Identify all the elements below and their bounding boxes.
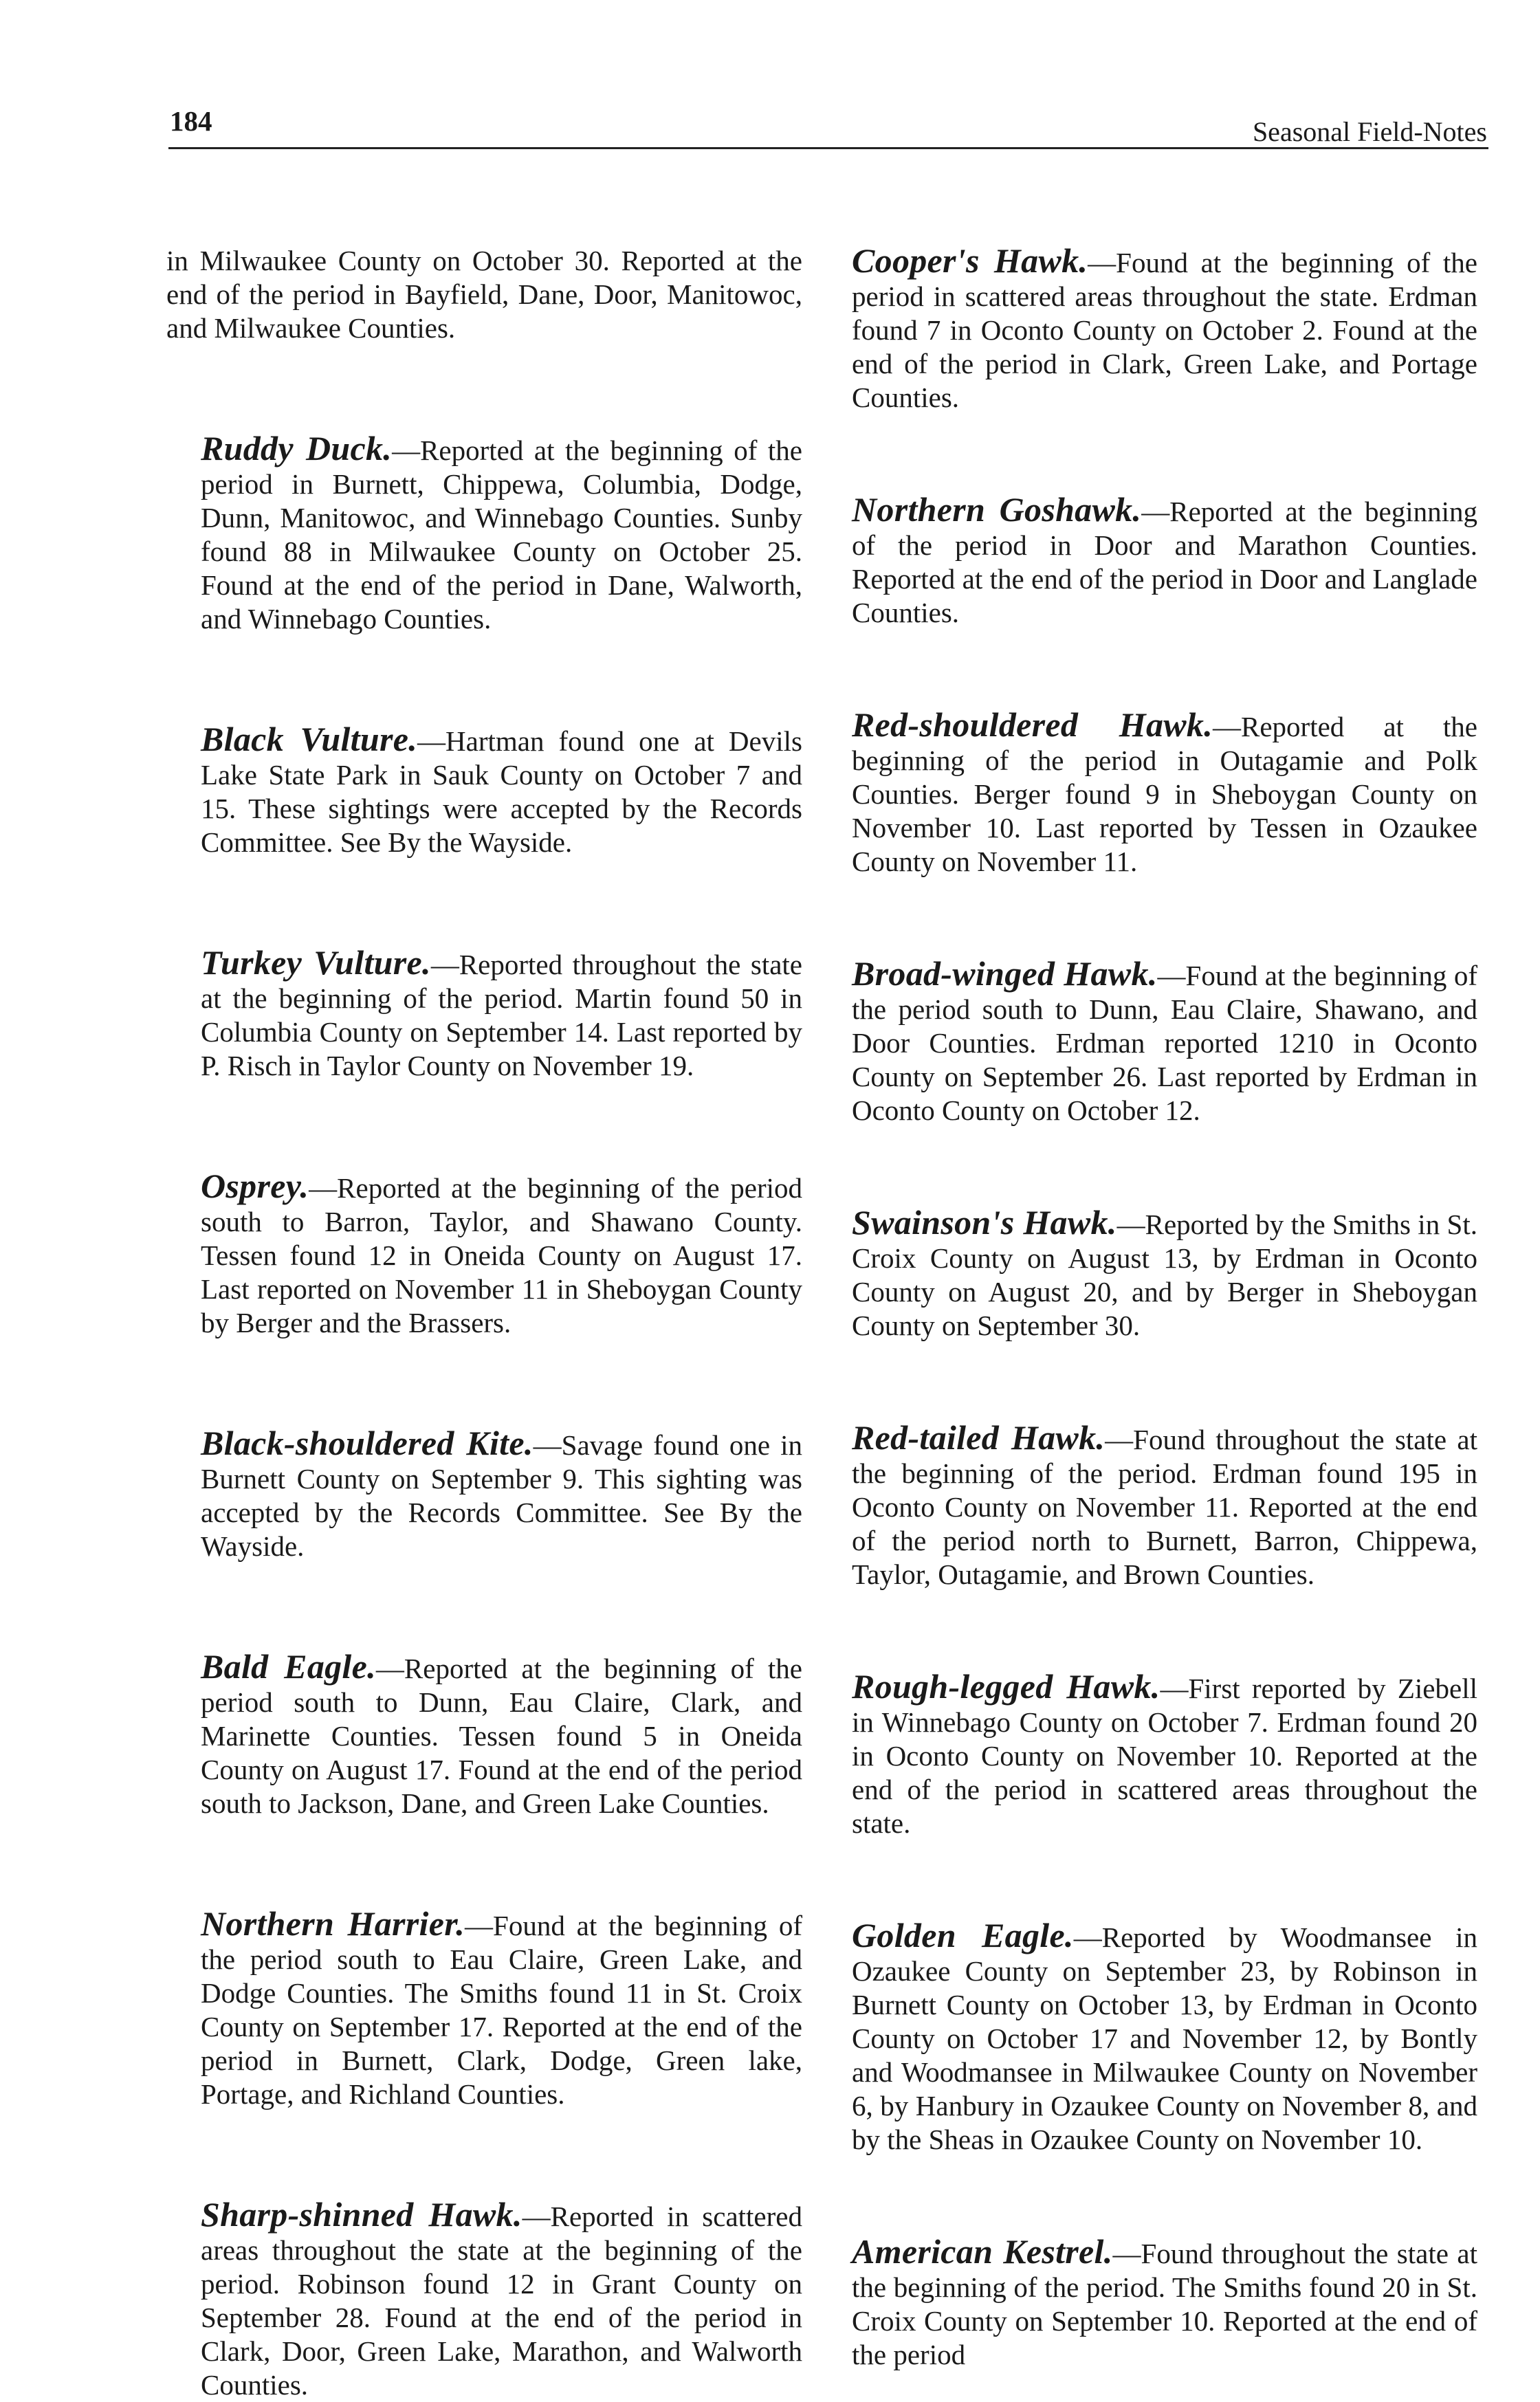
- species-entry: [831, 1667, 1477, 1840]
- species-name: Golden Eagle.: [852, 1916, 1074, 1954]
- species-entry: [831, 2232, 1477, 2372]
- species-entry: [166, 429, 802, 636]
- species-entry: [831, 705, 1478, 879]
- species-entry: [831, 1418, 1477, 1591]
- species-text: —Hartman found one at Devils Lake State Park in Sauk County on October 7 and 15. These sightings were accepted by the Records Committee. See By the Wayside.: [201, 725, 802, 858]
- species-entry: [166, 1904, 802, 2111]
- species-name: Swainson's Hawk.: [852, 1203, 1117, 1242]
- species-text: —Found throughout the state at the beginning of the period. The Smiths found 20 in St. Croix County on September 10. Reported at the end of the period: [852, 2238, 1477, 2370]
- species-entry: [831, 954, 1477, 1127]
- page-number: 184: [170, 105, 212, 137]
- species-text: —Reported by the Smiths in St. Croix County on August 13, by Erdman in Oconto County on August 20, and by Berger in Sheboygan County on September 30.: [852, 1209, 1477, 1341]
- species-name: Sharp-shinned Hawk.: [201, 2195, 522, 2234]
- species-entry: [831, 241, 1477, 415]
- species-text: —Found at the beginning of the period south to Dunn, Eau Claire, Shawano, and Door Counties. Erdman reported 1210 in Oconto County on September 26. Last reported by Erdman in Oconto County on October 12.: [852, 960, 1477, 1126]
- species-entry: [831, 1203, 1477, 1343]
- species-text: —Found at the beginning of the period south to Eau Claire, Green Lake, and Dodge Counties. The Smiths found 11 in St. Croix County on September 17. Reported at the end of the period in Burnett, Clark, Dodge, Green lake, Portage, and Richland Counties.: [201, 1910, 802, 2110]
- page-header: [168, 103, 1488, 149]
- running-head: Seasonal Field-Notes: [1252, 116, 1487, 147]
- species-name: Northern Goshawk.: [852, 490, 1142, 529]
- species-name: Turkey Vulture.: [201, 943, 431, 982]
- species-name: Northern Harrier.: [201, 1904, 465, 1943]
- species-entry: [166, 720, 802, 859]
- species-text: —Reported at the beginning of the period south to Barron, Taylor, and Shawano County. Tessen found 12 in Oneida County on August 17. Last reported on November 11 in Sheboygan County by Berger and the Brassers.: [201, 1172, 802, 1338]
- species-name: Rough-legged Hawk.: [852, 1667, 1160, 1706]
- species-text: —Savage found one in Burnett County on September 9. This sighting was accepted by the Records Committee. See By the Wayside.: [201, 1429, 802, 1562]
- species-text: —Reported in scattered areas throughout the state at the beginning of the period. Robinson found 12 in Grant County on September 28. Found at the end of the period in Clark, Door, Green Lake, Marathon, and Walworth Counties.: [201, 2201, 802, 2401]
- species-name: Osprey.: [201, 1167, 309, 1205]
- species-name: American Kestrel.: [852, 2232, 1113, 2271]
- species-name: Black-shouldered Kite.: [201, 1424, 534, 1462]
- species-name: Broad-winged Hawk.: [852, 954, 1158, 993]
- species-entry: [166, 2195, 802, 2402]
- species-entry: [166, 1647, 802, 1820]
- species-text: —Reported by Woodmansee in Ozaukee County on September 23, by Robinson in Burnett County on October 13, by Erdman in Oconto County on October 17 and November 12, by Bontly and Woodmansee in Milwaukee County on November 6, by Hanbury in Ozaukee County on November 8, and by the Sheas in Ozaukee County on November 10.: [852, 1921, 1477, 2155]
- species-text: —Reported at the beginning of the period in Burnett, Chippewa, Columbia, Dodge, Dunn, Manitowoc, and Winnebago Counties. Sunby found 88 in Milwaukee County on October 25. Found at the end of the period in Dane, Walworth, and Winnebago Counties.: [201, 434, 802, 635]
- species-entry: [831, 490, 1477, 630]
- species-text: —Found at the beginning of the period in scattered areas throughout the state. Erdman found 7 in Oconto County on October 2. Found at the end of the period in Clark, Green Lake, and Portage Counties.: [852, 247, 1477, 413]
- species-text: —Reported at the beginning of the period in Door and Marathon Counties. Reported at the end of the period in Door and Langlade Counties.: [852, 496, 1477, 628]
- species-text: —Reported at the beginning of the period in Outagamie and Polk Counties. Berger found 9 in Sheboygan County on November 10. Last reported by Tessen in Ozaukee County on November 11.: [852, 711, 1478, 877]
- species-text: —First reported by Ziebell in Winnebago County on October 7. Erdman found 20 in Oconto County on November 10. Reported at the end of the period in scattered areas throughout the state.: [852, 1673, 1477, 1839]
- species-name: Ruddy Duck.: [201, 429, 393, 467]
- species-name: Bald Eagle.: [201, 1647, 376, 1686]
- species-entry: [166, 1426, 802, 1563]
- species-entry: [166, 943, 802, 1083]
- species-text: —Found throughout the state at the beginning of the period. Erdman found 195 in Oconto County on November 11. Reported at the end of the period north to Burnett, Barron, Chippewa, Taylor, Outagamie, and Brown Counties.: [852, 1424, 1477, 1590]
- species-name: Red-tailed Hawk.: [852, 1418, 1106, 1457]
- species-text: —Reported throughout the state at the beginning of the period. Martin found 50 in Columbia County on September 14. Last reported by P. Risch in Taylor County on November 19.: [201, 949, 802, 1081]
- species-entry: [166, 1169, 802, 1340]
- left-column: [166, 244, 802, 2402]
- species-text: —Reported at the beginning of the period south to Dunn, Eau Claire, Clark, and Marinette Counties. Tessen found 5 in Oneida County on August 17. Found at the end of the period south to Jackson, Dane, and Green Lake Counties.: [201, 1653, 802, 1819]
- species-name: Black Vulture.: [201, 720, 418, 758]
- species-name: Red-shouldered Hawk.: [852, 705, 1213, 744]
- species-name: Cooper's Hawk.: [852, 241, 1088, 280]
- right-column: [831, 241, 1478, 2372]
- species-entry: [831, 1916, 1477, 2157]
- continuation-paragraph: in Milwaukee County on October 30. Reported at the end of the period in Bayfield, Dane, Door, Manitowoc, and Milwaukee Counties.: [166, 245, 802, 344]
